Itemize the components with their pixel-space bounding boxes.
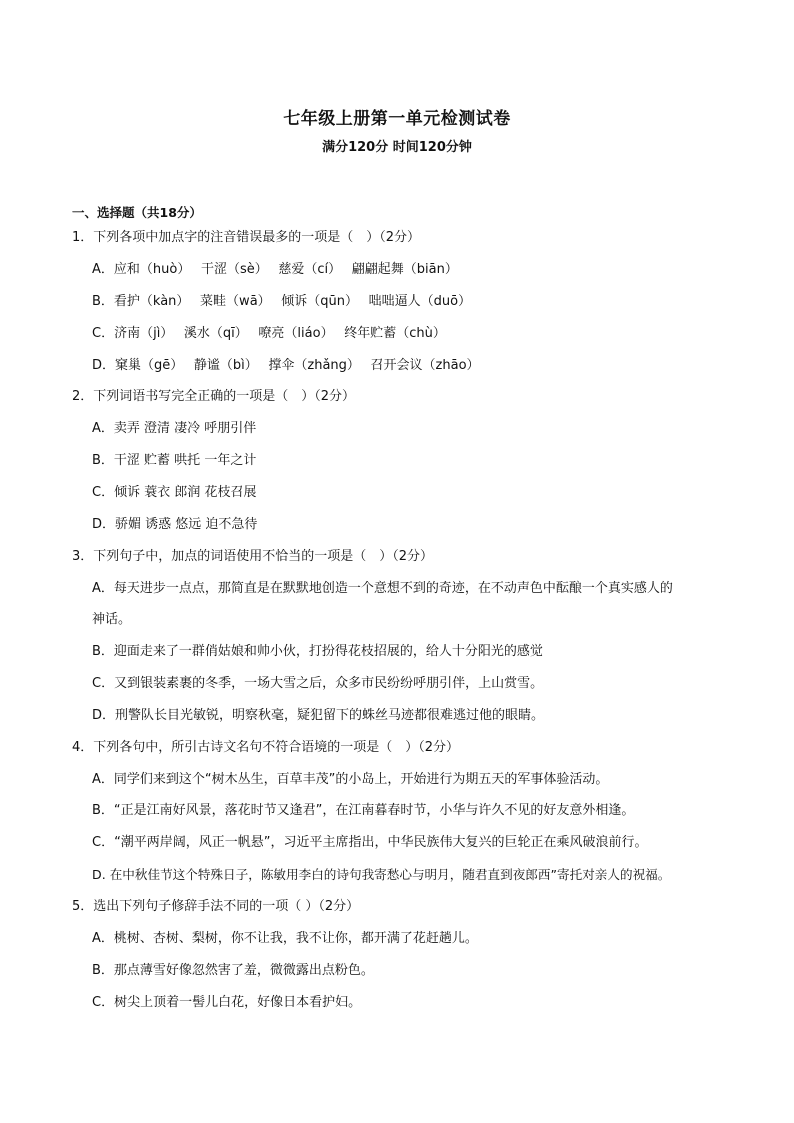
question-5-option-b: B．那点薄雪好像忽然害了羞，微微露出点粉色。: [92, 963, 374, 978]
question-3-option-c: C．又到银装素裹的冬季，一场大雪之后，众多市民纷纷呼朋引伴，上山赏雪。: [92, 676, 544, 691]
question-2-option-a: A．卖弄 澄清 凄冷 呼朋引伴: [92, 421, 257, 436]
question-2-option-c: C．倾诉 蓑衣 郎润 花枝召展: [92, 485, 257, 500]
exam-subtitle: 满分120分 时间120分钟: [322, 140, 472, 155]
question-2-option-b: B．干涩 贮蓄 哄托 一年之计: [92, 453, 257, 468]
question-1-option-c: C．济南（jì） 溪水（qī） 嘹亮（liáo） 终年贮蓄（chù）: [92, 326, 446, 341]
question-3-stem: 3．下列句子中，加点的词语使用不恰当的一项是（ ）（2分）: [72, 549, 434, 564]
exam-title: 七年级上册第一单元检测试卷: [283, 109, 511, 129]
question-4-option-b: B．“正是江南好风景，落花时节又逢君”，在江南暮春时节，小华与许久不见的好友意外相逢。: [92, 803, 635, 818]
question-4-option-a: A．同学们来到这个“树木丛生，百草丰茂”的小岛上，开始进行为期五天的军事体验活动。: [92, 772, 609, 787]
question-3-option-a: A．每天进步一点点，那简直是在默默地创造一个意想不到的奇迹，在不动声色中酝酿一个真实感人的: [92, 581, 673, 596]
question-5-option-a: A．桃树、杏树、梨树，你不让我，我不让你，都开满了花赶趟儿。: [92, 931, 478, 946]
question-1-option-a: A．应和（huò） 干涩（sè） 慈爱（cí） 翩翩起舞（biān）: [92, 262, 458, 277]
question-2-option-d: D．骄媚 诱惑 悠远 迫不急待: [92, 517, 258, 532]
question-5-stem: 5．选出下列句子修辞手法不同的一项（ ）（2分）: [72, 899, 360, 914]
question-1-option-b: B．看护（kàn） 菜畦（wā） 倾诉（qūn） 咄咄逼人（duō）: [92, 294, 472, 309]
question-5-option-c: C．树尖上顶着一髻儿白花，好像日本看护妇。: [92, 995, 362, 1010]
question-4-option-c: C．“潮平两岸阔，风正一帆悬”，习近平主席指出，中华民族伟大复兴的巨轮正在乘风破浪前行。: [92, 835, 648, 850]
question-4-option-d: D. 在中秋佳节这个特殊日子，陈敏用李白的诗句我寄愁心与明月，随君直到夜郎西”寄托对亲人的祝福。: [92, 867, 671, 882]
section-heading: 一、选择题（共18分）: [72, 205, 202, 220]
question-1-option-d: D．窠巢（gē） 静谧（bì） 撑伞（zhǎng） 召开会议（zhāo）: [92, 358, 480, 373]
question-2-stem: 2．下列词语书写完全正确的一项是（ ）（2分）: [72, 389, 356, 404]
question-4-stem: 4．下列各句中，所引古诗文名句不符合语境的一项是（ ）（2分）: [72, 740, 460, 755]
question-3-option-a-cont: 神话。: [92, 612, 132, 627]
question-3-option-b: B．迎面走来了一群俏姑娘和帅小伙，打扮得花枝招展的，给人十分阳光的感觉: [92, 644, 543, 659]
question-1-stem: 1．下列各项中加点字的注音错误最多的一项是（ ）（2分）: [72, 230, 421, 245]
question-3-option-d: D．刑警队长目光敏锐，明察秋毫，疑犯留下的蛛丝马迹都很难逃过他的眼睛。: [92, 708, 545, 723]
